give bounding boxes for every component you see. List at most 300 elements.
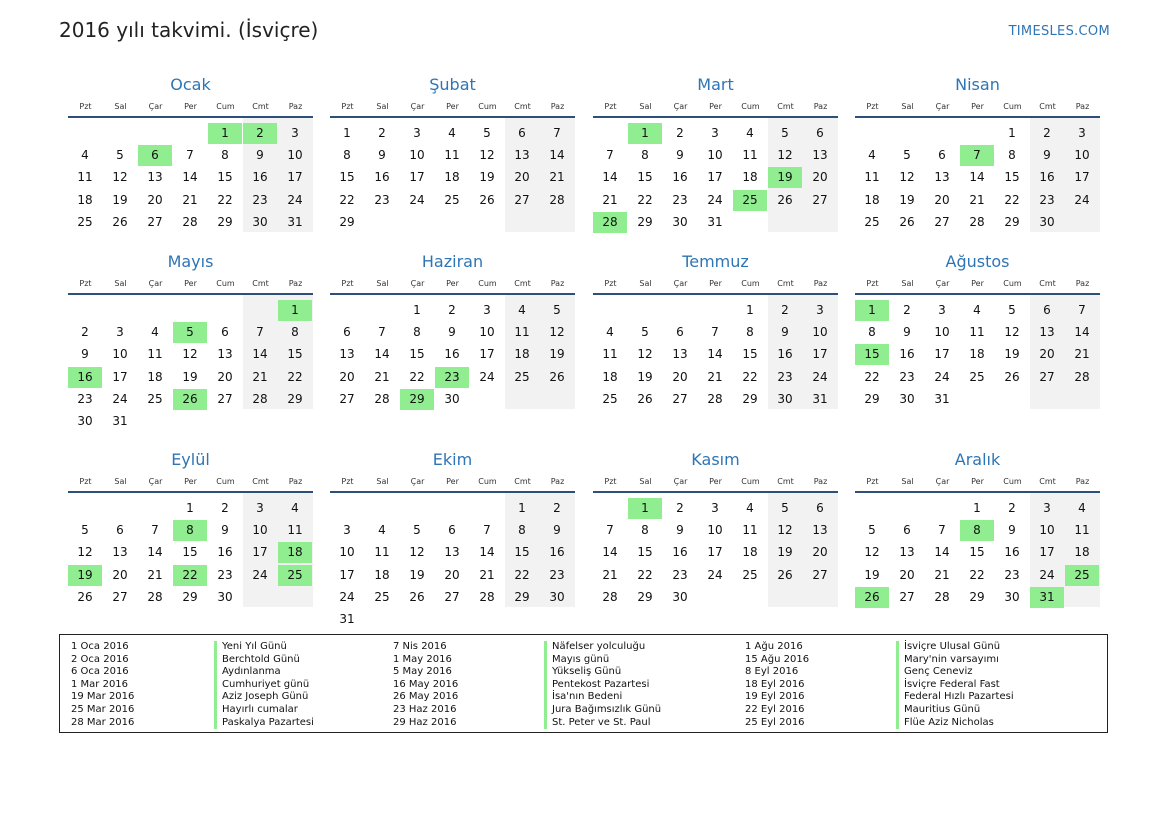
legend-date: 6 Oca 2016	[71, 666, 129, 678]
legend-holiday-name: Mayıs günü	[544, 654, 609, 667]
calendar-day: 27	[899, 589, 915, 604]
calendar-day: 5	[483, 126, 491, 140]
calendar-day: 30	[899, 391, 915, 406]
calendar-day: 16	[777, 347, 793, 362]
legend-date: 19 Eyl 2016	[745, 691, 805, 703]
calendar-day: 21	[479, 567, 495, 582]
calendar-day: 5	[903, 148, 911, 163]
legend-date: 1 Mar 2016	[71, 678, 129, 690]
weekday-label: Çar	[148, 279, 163, 288]
holiday-day: 2	[243, 123, 277, 144]
calendar-day: 25	[147, 391, 163, 406]
weekday-label: Sal	[376, 477, 389, 486]
calendar-day: 21	[969, 192, 985, 207]
calendar-day: 14	[479, 545, 495, 560]
calendar-day: 22	[637, 567, 653, 582]
calendar-day: 21	[1074, 347, 1090, 362]
calendar-day: 14	[707, 347, 723, 362]
calendar-day: 17	[1039, 545, 1055, 560]
calendar-day: 3	[711, 501, 719, 515]
legend-date: 29 Haz 2016	[393, 716, 457, 728]
calendar-day: 8	[641, 523, 649, 538]
calendar-day: 4	[151, 325, 159, 340]
weekday-label: Cum	[216, 279, 235, 288]
legend-holiday-name: St. Peter ve St. Paul	[544, 717, 651, 730]
calendar-day: 22	[864, 369, 880, 384]
weekday-label: Sal	[114, 279, 127, 288]
calendar-day: 18	[444, 170, 460, 185]
calendar-day: 16	[672, 170, 688, 185]
legend-holiday-name: Pentekost Pazartesi	[544, 679, 649, 692]
calendar-day: 27	[934, 214, 950, 229]
calendar-day: 27	[514, 192, 530, 207]
calendar-day: 3	[291, 126, 299, 140]
calendar-day: 26	[409, 589, 425, 604]
calendar-day: 16	[217, 545, 233, 560]
calendar-day: 29	[637, 589, 653, 604]
weekday-label: Per	[184, 279, 197, 288]
weekday-label: Sal	[639, 102, 652, 111]
calendar-day: 27	[147, 214, 163, 229]
calendar-day: 5	[641, 325, 649, 340]
calendar-day: 29	[217, 214, 233, 229]
legend-holiday-name: Hayırlı cumalar	[214, 704, 298, 717]
holiday-day: 1	[208, 123, 242, 144]
holiday-day: 16	[68, 367, 102, 388]
calendar-day: 20	[217, 369, 233, 384]
calendar-day: 23	[549, 567, 565, 582]
weekday-label: Cmt	[252, 279, 269, 288]
calendar-day: 6	[343, 325, 351, 340]
calendar-day: 29	[339, 214, 355, 229]
holiday-day: 26	[855, 587, 889, 608]
weekday-label: Çar	[148, 102, 163, 111]
calendar-day: 2	[781, 303, 789, 317]
calendar-day: 12	[637, 347, 653, 362]
weekday-label: Çar	[673, 477, 688, 486]
calendar-day: 2	[1008, 501, 1016, 515]
calendar-day: 22	[742, 369, 758, 384]
calendar-day: 2	[448, 303, 456, 317]
calendar-day: 24	[1039, 567, 1055, 582]
holiday-day: 28	[593, 212, 627, 233]
calendar-day: 23	[252, 192, 268, 207]
calendar-day: 31	[287, 214, 303, 229]
calendar-day: 18	[147, 369, 163, 384]
holiday-day: 25	[733, 190, 767, 211]
calendar-day: 15	[287, 347, 303, 362]
weekday-label: Cum	[216, 102, 235, 111]
calendar-day: 3	[711, 126, 719, 140]
weekday-label: Paz	[550, 279, 565, 288]
calendar-day: 28	[182, 214, 198, 229]
calendar-day: 21	[252, 369, 268, 384]
calendar-day: 28	[147, 589, 163, 604]
calendar-day: 15	[1004, 170, 1020, 185]
calendar-day: 5	[781, 126, 789, 140]
weekday-label: Cmt	[1039, 477, 1056, 486]
calendar-day: 28	[707, 391, 723, 406]
weekday-label: Cmt	[252, 477, 269, 486]
calendar-day: 20	[112, 567, 128, 582]
calendar-day: 1	[518, 501, 526, 515]
calendar-day: 19	[637, 369, 653, 384]
weekday-label: Pzt	[341, 279, 354, 288]
calendar-day: 7	[606, 523, 614, 538]
calendar-day: 22	[339, 192, 355, 207]
calendar-day: 11	[77, 170, 93, 185]
calendar-day: 13	[1039, 325, 1055, 340]
weekday-label: Pzt	[866, 279, 879, 288]
calendar-day: 24	[707, 192, 723, 207]
calendar-day: 23	[374, 192, 390, 207]
month-name: Ocak	[170, 75, 211, 94]
calendar-day: 23	[777, 369, 793, 384]
calendar-day: 3	[256, 501, 264, 515]
calendar-day: 17	[707, 170, 723, 185]
weekday-label: Sal	[114, 102, 127, 111]
legend-holiday-name: İsa'nın Bedeni	[544, 691, 622, 704]
calendar-day: 13	[899, 545, 915, 560]
weekday-label: Pzt	[866, 477, 879, 486]
weekday-label: Cum	[478, 102, 497, 111]
holiday-day: 25	[1065, 565, 1099, 586]
calendar-day: 11	[864, 170, 880, 185]
calendar-day: 13	[812, 148, 828, 163]
calendar-day: 17	[707, 545, 723, 560]
calendar-day: 9	[781, 325, 789, 340]
calendar-day: 30	[777, 391, 793, 406]
calendar-day: 5	[81, 523, 89, 538]
weekday-label: Paz	[813, 477, 828, 486]
calendar-day: 28	[479, 589, 495, 604]
calendar-day: 4	[518, 303, 526, 317]
calendar-day: 16	[444, 347, 460, 362]
weekday-label: Çar	[935, 102, 950, 111]
month-name: Ağustos	[945, 252, 1010, 271]
month-name: Aralık	[954, 450, 1001, 469]
brand-link[interactable]: TIMESLES.COM	[1008, 24, 1110, 39]
calendar-day: 2	[221, 501, 229, 515]
weekday-label: Çar	[673, 102, 688, 111]
calendar-day: 5	[868, 523, 876, 538]
weekday-label: Cmt	[1039, 279, 1056, 288]
calendar-day: 16	[899, 347, 915, 362]
calendar-day: 1	[343, 126, 351, 140]
calendar-day: 28	[549, 192, 565, 207]
calendar-day: 14	[934, 545, 950, 560]
calendar-day: 10	[1074, 148, 1090, 163]
calendar-day: 13	[812, 523, 828, 538]
calendar-day: 12	[777, 523, 793, 538]
calendar-day: 1	[186, 501, 194, 515]
legend-date: 22 Eyl 2016	[745, 704, 805, 715]
calendar-day: 15	[182, 545, 198, 560]
holiday-day: 1	[628, 498, 662, 519]
calendar-day: 12	[864, 545, 880, 560]
calendar-day: 19	[479, 170, 495, 185]
weekday-label: Per	[446, 102, 459, 111]
calendar-day: 27	[1039, 369, 1055, 384]
calendar-day: 24	[409, 192, 425, 207]
weekday-label: Cmt	[514, 102, 531, 111]
calendar-day: 30	[1039, 214, 1055, 229]
calendar-day: 24	[252, 567, 268, 582]
calendar-day: 17	[934, 347, 950, 362]
calendar-day: 19	[409, 567, 425, 582]
calendar-day: 9	[553, 523, 561, 538]
calendar-day: 2	[553, 501, 561, 515]
calendar-day: 3	[413, 126, 421, 140]
calendar-day: 9	[221, 523, 229, 538]
weekday-label: Pzt	[79, 279, 92, 288]
calendar-day: 30	[252, 214, 268, 229]
month-name: Nisan	[955, 75, 1000, 94]
month-name: Temmuz	[682, 252, 749, 271]
legend-date: 1 Oca 2016	[71, 641, 129, 652]
legend-date: 1 May 2016	[393, 653, 452, 665]
calendar-day: 2	[81, 325, 89, 340]
calendar-day: 27	[812, 192, 828, 207]
legend-holiday-name: İsviçre Federal Fast	[896, 679, 1000, 692]
legend-date: 8 Eyl 2016	[745, 666, 799, 678]
calendar-day: 7	[378, 325, 386, 340]
calendar-day: 20	[444, 567, 460, 582]
calendar-day: 7	[938, 523, 946, 538]
calendar-day: 14	[549, 148, 565, 163]
weekday-label: Per	[971, 279, 984, 288]
calendar-day: 15	[409, 347, 425, 362]
calendar-day: 23	[77, 391, 93, 406]
weekday-label: Cmt	[252, 102, 269, 111]
holiday-day: 26	[173, 389, 207, 410]
calendar-day: 6	[448, 523, 456, 538]
calendar-day: 15	[969, 545, 985, 560]
calendar-day: 6	[938, 148, 946, 163]
calendar-day: 14	[182, 170, 198, 185]
calendar-day: 4	[746, 126, 754, 140]
calendar-day: 5	[413, 523, 421, 538]
holiday-day: 1	[855, 300, 889, 321]
legend-date: 23 Haz 2016	[393, 704, 457, 715]
weekday-label: Pzt	[604, 477, 617, 486]
calendar-day: 8	[291, 325, 299, 340]
calendar-day: 4	[1078, 501, 1086, 515]
calendar-day: 8	[1008, 148, 1016, 163]
calendar-day: 14	[374, 347, 390, 362]
legend-holiday-name: Aziz Joseph Günü	[214, 691, 308, 704]
calendar-day: 4	[746, 501, 754, 515]
calendar-day: 4	[868, 148, 876, 163]
calendar-day: 28	[602, 589, 618, 604]
calendar-day: 7	[606, 148, 614, 163]
legend-date: 28 Mar 2016	[71, 716, 135, 728]
weekday-label: Paz	[288, 279, 303, 288]
calendar-day: 6	[816, 126, 824, 140]
calendar-day: 29	[969, 589, 985, 604]
weekday-label: Cmt	[777, 279, 794, 288]
calendar-day: 20	[934, 192, 950, 207]
calendar-day: 9	[256, 148, 264, 163]
calendar-day: 6	[221, 325, 229, 340]
holiday-day: 15	[855, 344, 889, 365]
calendar-day: 2	[1043, 126, 1051, 140]
legend-holiday-name: Yeni Yıl Günü	[214, 641, 287, 654]
weekday-label: Çar	[935, 477, 950, 486]
calendar-day: 10	[707, 523, 723, 538]
calendar-day: 21	[934, 567, 950, 582]
calendar-day: 2	[676, 501, 684, 515]
calendar-day: 8	[343, 148, 351, 163]
calendar-day: 13	[217, 347, 233, 362]
calendar-day: 11	[444, 148, 460, 163]
weekday-label: Paz	[813, 102, 828, 111]
calendar-day: 2	[676, 126, 684, 140]
calendar-day: 28	[1074, 369, 1090, 384]
calendar-day: 22	[637, 192, 653, 207]
calendar-day: 30	[444, 391, 460, 406]
calendar-day: 12	[112, 170, 128, 185]
calendar-day: 11	[742, 148, 758, 163]
calendar-day: 16	[1004, 545, 1020, 560]
legend-date: 15 Ağu 2016	[745, 653, 810, 665]
calendar-day: 6	[116, 523, 124, 538]
calendar-day: 25	[864, 214, 880, 229]
calendar-day: 18	[77, 192, 93, 207]
page-title: 2016 yılı takvimi. (İsviçre)	[59, 18, 319, 42]
calendar-day: 21	[182, 192, 198, 207]
calendar-day: 10	[287, 148, 303, 163]
weekday-label: Pzt	[79, 102, 92, 111]
calendar-day: 20	[514, 170, 530, 185]
calendar-day: 27	[112, 589, 128, 604]
calendar-day: 7	[186, 148, 194, 163]
month-name: Eylül	[171, 450, 210, 469]
calendar-day: 16	[374, 170, 390, 185]
weekday-label: Cmt	[777, 477, 794, 486]
holiday-day: 18	[278, 542, 312, 563]
calendar-day: 4	[606, 325, 614, 340]
calendar-day: 28	[374, 391, 390, 406]
weekday-label: Cum	[741, 102, 760, 111]
legend-holiday-name: Aydınlanma	[214, 666, 281, 679]
weekday-label: Cum	[1003, 102, 1022, 111]
calendar-day: 25	[374, 589, 390, 604]
calendar-day: 18	[374, 567, 390, 582]
legend-date: 25 Eyl 2016	[745, 716, 805, 728]
calendar-day: 10	[479, 325, 495, 340]
calendar-day: 21	[549, 170, 565, 185]
calendar-day: 24	[479, 369, 495, 384]
weekday-label: Sal	[376, 279, 389, 288]
calendar-day: 12	[899, 170, 915, 185]
calendar-day: 31	[112, 414, 128, 428]
calendar-day: 26	[1004, 369, 1020, 384]
calendar-day: 18	[742, 545, 758, 560]
calendar-day: 11	[514, 325, 530, 340]
weekday-label: Paz	[550, 102, 565, 111]
calendar-day: 18	[514, 347, 530, 362]
weekday-label: Pzt	[866, 102, 879, 111]
calendar-day: 18	[864, 192, 880, 207]
weekday-label: Per	[709, 102, 722, 111]
calendar-day: 15	[339, 170, 355, 185]
calendar-day: 29	[637, 214, 653, 229]
calendar-day: 19	[549, 347, 565, 362]
calendar-day: 19	[182, 369, 198, 384]
calendar-day: 5	[553, 303, 561, 317]
calendar-day: 27	[217, 391, 233, 406]
calendar-day: 4	[291, 501, 299, 515]
calendar-day: 5	[116, 148, 124, 163]
weekday-label: Çar	[673, 279, 688, 288]
calendar-day: 31	[934, 391, 950, 406]
calendar-day: 8	[746, 325, 754, 340]
calendar-day: 7	[1078, 303, 1086, 317]
calendar-day: 10	[409, 148, 425, 163]
calendar-day: 12	[1004, 325, 1020, 340]
calendar-day: 10	[252, 523, 268, 538]
legend-holiday-name: Paskalya Pazartesi	[214, 717, 314, 730]
holiday-day: 25	[278, 565, 312, 586]
calendar-day: 19	[112, 192, 128, 207]
calendar-day: 2	[378, 126, 386, 140]
calendar-day: 11	[969, 325, 985, 340]
calendar-day: 3	[343, 523, 351, 538]
holiday-day: 8	[173, 520, 207, 541]
calendar-day: 27	[339, 391, 355, 406]
calendar-day: 21	[147, 567, 163, 582]
calendar-day: 17	[1074, 170, 1090, 185]
holiday-day: 31	[1030, 587, 1064, 608]
calendar-day: 11	[1074, 523, 1090, 538]
calendar-day: 13	[147, 170, 163, 185]
calendar-day: 20	[672, 369, 688, 384]
weekday-label: Paz	[1075, 102, 1090, 111]
calendar-day: 30	[217, 589, 233, 604]
calendar-day: 31	[812, 391, 828, 406]
legend-date: 18 Eyl 2016	[745, 678, 805, 690]
calendar-day: 9	[676, 523, 684, 538]
legend-holiday-name: Berchtold Günü	[214, 654, 300, 667]
calendar-day: 4	[81, 148, 89, 163]
legend-date: 26 May 2016	[393, 691, 459, 703]
calendar-day: 7	[553, 126, 561, 140]
weekday-label: Çar	[935, 279, 950, 288]
calendar-day: 17	[479, 347, 495, 362]
calendar-day: 25	[77, 214, 93, 229]
legend-holiday-name: Mary'nin varsayımı	[896, 654, 999, 667]
weekday-label: Per	[709, 477, 722, 486]
month-name: Haziran	[421, 252, 484, 271]
weekday-label: Cmt	[1039, 102, 1056, 111]
month-name: Şubat	[429, 75, 476, 94]
calendar-day: 26	[112, 214, 128, 229]
legend-holiday-name: Flüe Aziz Nicholas	[896, 717, 994, 730]
calendar-day: 9	[903, 325, 911, 340]
calendar-day: 18	[742, 170, 758, 185]
calendar-day: 23	[672, 192, 688, 207]
calendar-day: 8	[641, 148, 649, 163]
calendar-day: 16	[252, 170, 268, 185]
holiday-legend	[59, 634, 1108, 733]
calendar-day: 11	[742, 523, 758, 538]
calendar-day: 10	[112, 347, 128, 362]
calendar-day: 12	[77, 545, 93, 560]
calendar-day: 31	[339, 612, 355, 626]
calendar-day: 18	[1074, 545, 1090, 560]
weekday-label: Pzt	[341, 477, 354, 486]
